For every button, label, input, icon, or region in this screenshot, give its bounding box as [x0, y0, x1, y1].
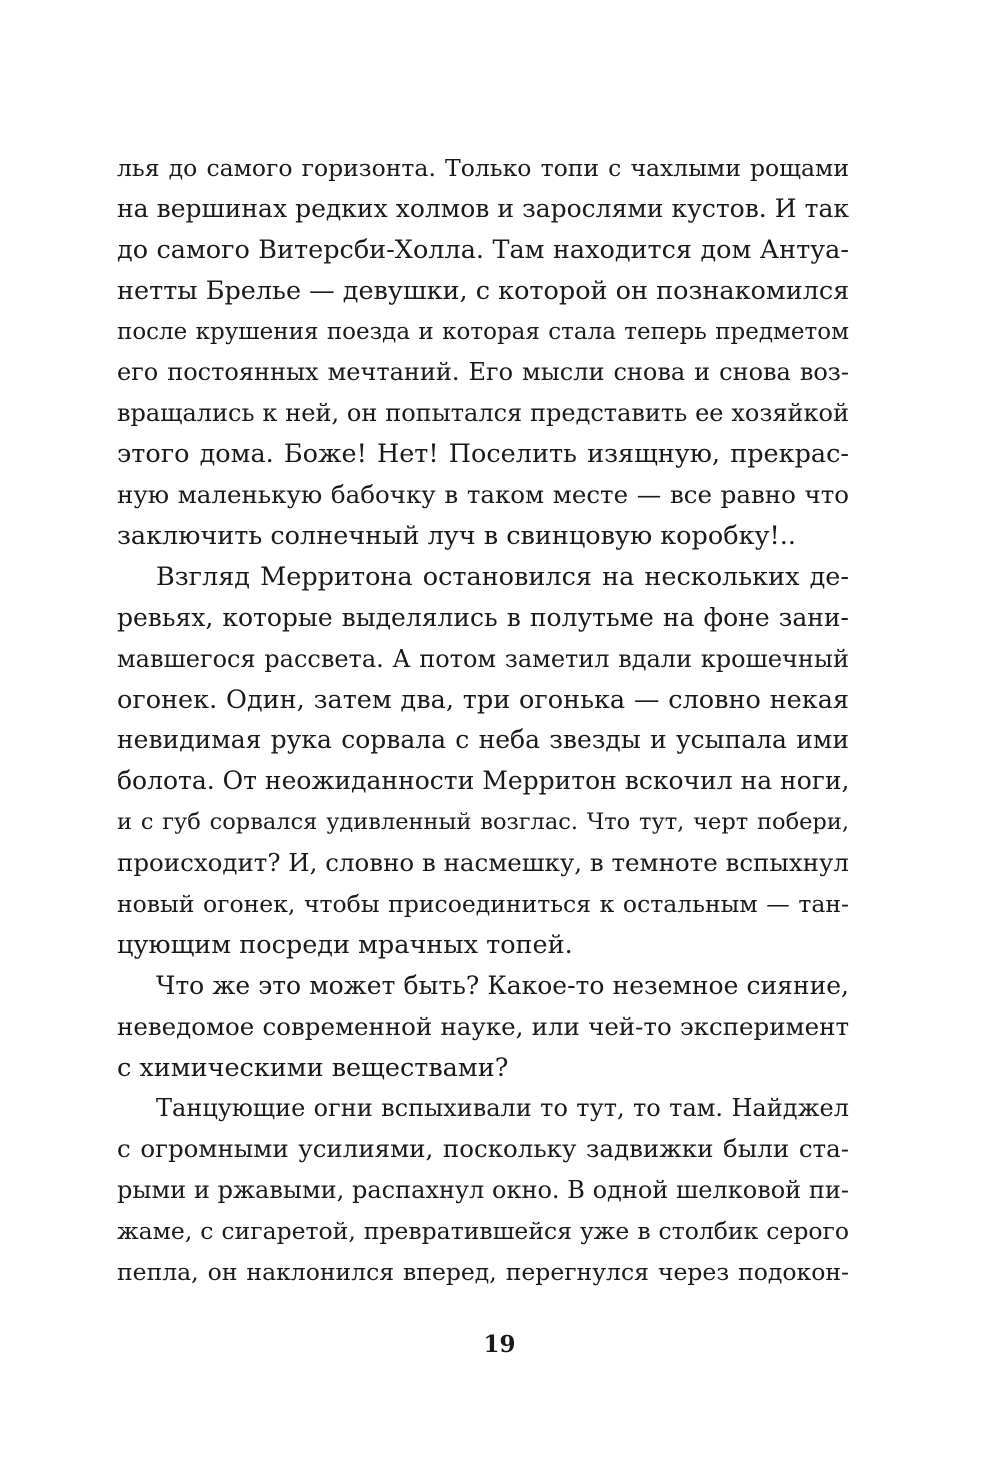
text-line: неведомое современной науке, или чей-то эксперимент: [117, 1011, 849, 1041]
text-line: заключить солнечный луч в свинцовую коробку!..: [117, 521, 796, 552]
text-line: до самого Витерсби-Холла. Там находится дом Антуа-: [117, 234, 849, 265]
text-line: жаме, с сигаретой, превратившейся уже в столбик серого: [117, 1217, 849, 1246]
text-line: с огромными усилиями, поскольку задвижки были ста-: [117, 1134, 849, 1164]
text-line: на вершинах редких холмов и зарослями кустов. И так: [117, 193, 849, 223]
text-line: нетты Брелье — девушки, с которой он познакомился: [117, 275, 849, 306]
text-line: пепла, он наклонился вперед, перегнулся через подокон-: [117, 1258, 849, 1287]
text-line: ревьях, которые выделялись в полутьме на фоне зани-: [117, 602, 849, 632]
text-line: вращались к ней, он попытался представить ее хозяйкой: [117, 399, 849, 428]
text-line: болота. От неожиданности Мерритон вскочил на ноги,: [117, 766, 849, 796]
text-line: Взгляд Мерритона остановился на нескольких де-: [156, 561, 849, 592]
text-line: после крушения поезда и которая стала теперь предметом: [117, 318, 849, 345]
body-text: [117, 148, 849, 1293]
text-line: невидимая рука сорвала с неба звезды и усыпала ими: [117, 725, 849, 755]
text-line: Танцующие огни вспыхивали то тут, то там. Найджел: [156, 1094, 849, 1123]
text-line: этого дома. Боже! Нет! Поселить изящную, прекрас-: [117, 439, 849, 470]
text-line: ную маленькую бабочку в таком месте — все равно что: [117, 480, 849, 510]
text-line: с химическими веществами?: [117, 1052, 509, 1083]
text-line: и с губ сорвался удивленный возглас. Что тут, черт побери,: [117, 809, 849, 836]
page-number: 19: [483, 1331, 516, 1358]
text-line: рыми и ржавыми, распахнул окно. В одной шелковой пи-: [117, 1176, 849, 1205]
text-line: его постоянных мечтаний. Его мысли снова и снова воз-: [117, 358, 849, 387]
text-line: новый огонек, чтобы присоединиться к остальным — тан-: [117, 890, 849, 919]
text-line: Что же это может быть? Какое-то неземное сияние,: [156, 970, 849, 1000]
text-line: цующим посреди мрачных топей.: [117, 929, 573, 960]
text-line: лья до самого горизонта. Только топи с чахлыми рощами: [117, 154, 849, 182]
text-line: мавшегося рассвета. А потом заметил вдали крошечный: [117, 644, 849, 673]
text-line: происходит? И, словно в насмешку, в темноте вспыхнул: [117, 848, 849, 878]
text-line: огонек. Один, затем два, три огонька — словно некая: [117, 684, 849, 715]
